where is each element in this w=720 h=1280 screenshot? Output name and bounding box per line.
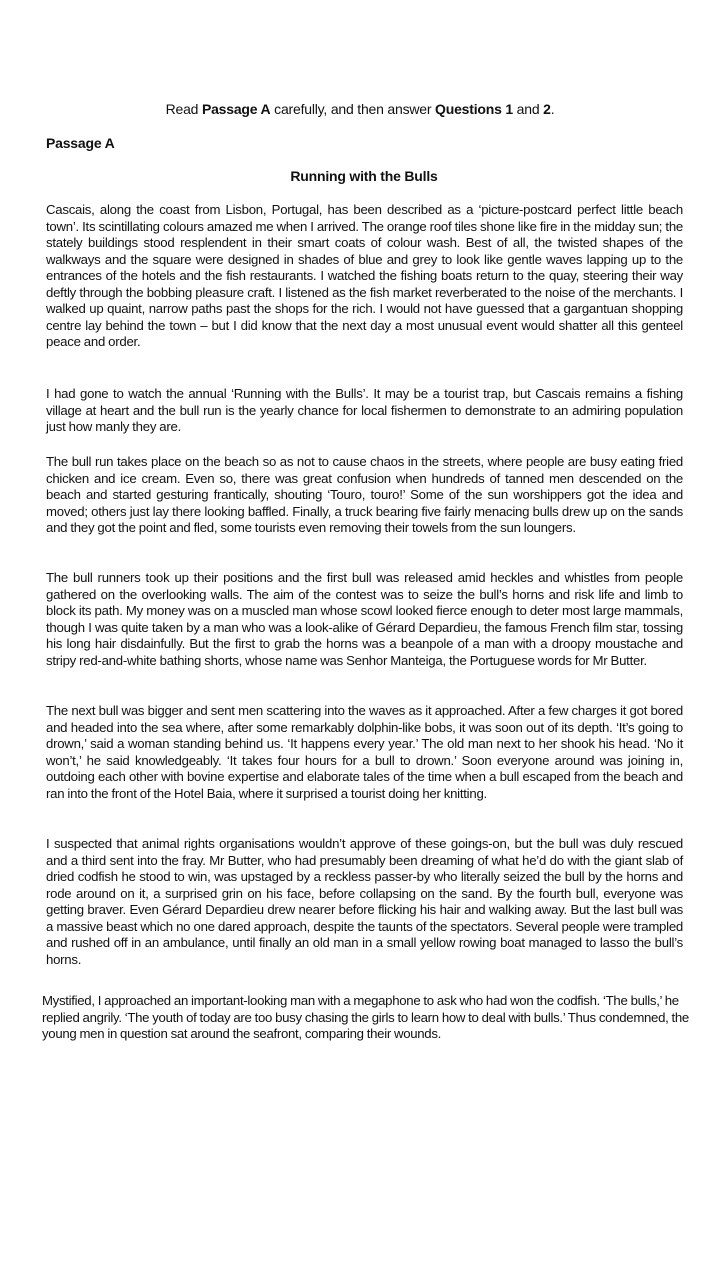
instruction-text-1: Read [165, 101, 202, 117]
instruction-question-ref: Questions 1 [435, 101, 513, 117]
paragraph-7: Mystified, I approached an important-looking man with a megaphone to ask who had won the codfish. ‘The bulls,’ he replied angrily. ‘The youth of today are too busy chasing the girls to learn how to deal with bulls.’ Thus condemned, the young men in question sat around the seafront, comparing their wounds. [42, 993, 689, 1041]
instruction-line [0, 101, 720, 117]
paragraph-6: I suspected that animal rights organisations wouldn’t approve of these goings-on, but the bull was duly rescued and a third sent into the fray. Mr Butter, who had presumably been dreaming of what he’d do with the giant slab of dried codfish he stood to win, was upstaged by a reckless passer-by who literally seized the bull by the horns and rode around on it, a surprised grin on his face, before collapsing on the sand. By the fourth bull, everyone was getting braver. Even Gérard Depardieu drew nearer before flicking his hair and walking away. But the last bull was a massive beast which no one dared approach, despite the taunts of the spectators. Several people were trampled and rushed off in an ambulance, until finally an old man in a small yellow rowing boat managed to lasso the bull’s horns. [46, 836, 683, 967]
paragraph-2: I had gone to watch the annual ‘Running with the Bulls’. It may be a tourist trap, but Cascais remains a fishing village at heart and the bull run is the yearly chance for local fishermen to demonstrate to an admiring population just how manly they are. [46, 386, 683, 434]
instruction-text-4: . [550, 101, 555, 117]
instruction-text-2: carefully, and then answer [270, 101, 436, 117]
paragraph-1: Cascais, along the coast from Lisbon, Portugal, has been described as a ‘picture-postcard perfect little beach town’. Its scintillating colours amazed me when I arrived. The orange roof tiles shone like fire in the midday sun; the stately buildings stood resplendent in their smart coats of colour wash. Best of all, the twisted shapes of the walkways and the square were designed in shades of blue and grey to look like gentle waves lapping up to the entrances of the hotels and the fish restaurants. I watched the fishing boats return to the quay, steering their way deftly through the bobbing pleasure craft. I listened as the fish market reverberated to the noise of the merchants. I walked up quaint, narrow paths past the shops for the rich. I would not have guessed that a gargantuan shopping centre lay behind the town – but I did know that the next day a most unusual event would shatter all this genteel peace and order. [46, 202, 683, 349]
passage-label: Passage A [46, 135, 115, 151]
instruction-text-3: and [512, 101, 544, 117]
paragraph-4: The bull runners took up their positions and the first bull was released amid heckles and whistles from people gathered on the overlooking walls. The aim of the contest was to seize the bull’s horns and risk life and limb to block its path. My money was on a muscled man whose scowl looked fierce enough to deter most large mammals, though I was quite taken by a man who was a look-alike of Gérard Depardieu, the famous French film star, tossing his long hair disdainfully. But the first to grab the horns was a beanpole of a man with a droopy moustache and stripy red-and-white bathing shorts, whose name was Senhor Manteiga, the Portuguese words for Mr Butter. [46, 570, 683, 668]
instruction-passage-ref: Passage A [201, 101, 271, 117]
instruction-question-ref-2: 2 [543, 101, 551, 117]
paragraph-3: The bull run takes place on the beach so as not to cause chaos in the streets, where people are busy eating fried chicken and ice cream. Even so, there was great confusion when hundreds of tanned men descended on the beach and started gesturing frantically, shouting ‘Touro, touro!’ Some of the sun worshippers got the idea and moved; others just lay there looking baffled. Finally, a truck bearing five fairly menacing bulls drew up on the sands and they got the point and fled, some tourists even removing their towels from the sun loungers. [46, 454, 683, 535]
paragraph-5: The next bull was bigger and sent men scattering into the waves as it approached. After a few charges it got bored and headed into the sea where, after some remarkably dolphin-like bobs, it was soon out of its depth. ‘It’s going to drown,’ said a woman standing behind us. ‘It happens every year.’ The old man next to her shook his head. ‘No it won’t,’ he said knowledgeably. ‘It takes four hours for a bull to drown.’ Soon everyone around was joining in, outdoing each other with bovine expertise and elaborate tales of the time when a bull escaped from the beach and ran into the front of the Hotel Baia, where it surprised a tourist doing her knitting. [46, 703, 683, 801]
passage-title: Running with the Bulls [290, 168, 438, 184]
